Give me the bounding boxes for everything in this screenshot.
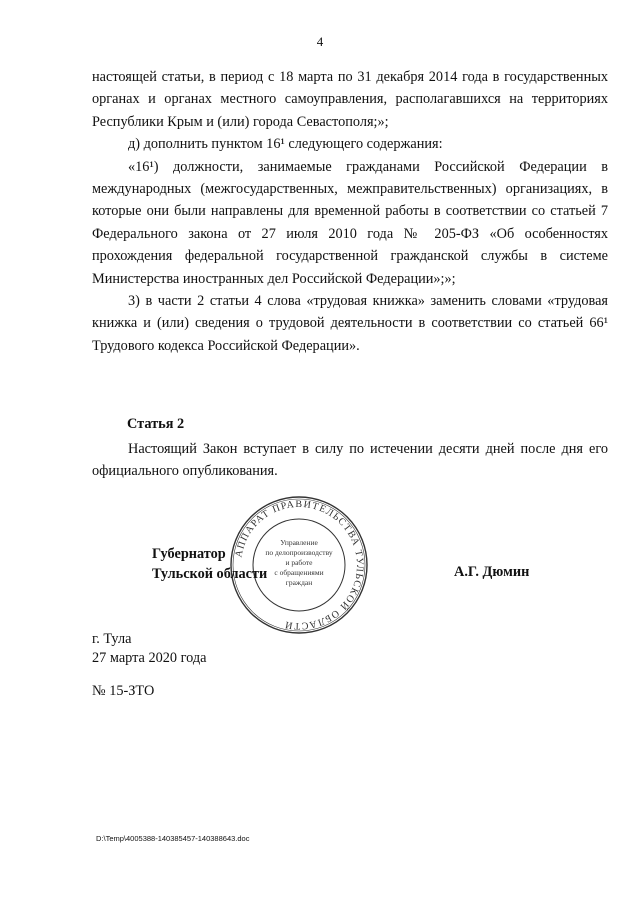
signatory-name: А.Г. Дюмин xyxy=(454,564,530,580)
paragraph-item-16-1: «16¹) должности, занимаемые гражданами Российской Федерации в международных (межгосударственных, межправительственных) организациях, в которые они были направлены для временной работы в соответствии со статьей 7 Федерального закона от 27 июля 2010 года № 205-ФЗ «Об особенностях прохождения федеральной государственной гражданской службы в системе Министерства иностранных дел Российской Федерации»;»; xyxy=(92,158,608,287)
paragraph-item-d: д) дополнить пунктом 16¹ следующего содержания: xyxy=(128,136,443,153)
seal-outer-text: АППАРАТ ПРАВИТЕЛЬСТВА ТУЛЬСКОЙ ОБЛАСТИ xyxy=(233,498,366,632)
article1-continuation xyxy=(92,66,608,357)
seal-inner-line: по делопроизводству xyxy=(265,548,333,557)
signatory-title xyxy=(152,544,267,584)
signatory-title-line1: Губернатор xyxy=(152,546,226,562)
page-number: 4 xyxy=(316,34,324,49)
article2-body xyxy=(92,438,608,483)
seal-inner-line: граждан xyxy=(285,578,313,587)
seal-inner-line: с обращениями xyxy=(274,568,324,577)
paragraph-continuation: настоящей статьи, в период с 18 марта по 31 декабря 2014 года в государственных органах и органах местного самоуправления, располагавшихся на территориях Республики Крым и (или) города Севастополя;»; xyxy=(92,69,608,130)
place-date xyxy=(92,630,207,668)
signatory-title-line2: Тульской области xyxy=(152,566,268,582)
file-path-footer: D:\Temp\4005388-140385457-140388643.doc xyxy=(96,834,250,843)
place: г. Тула xyxy=(92,631,132,647)
law-number: № 15-ЗТО xyxy=(92,683,155,699)
paragraph-item-3: 3) в части 2 статьи 4 слова «трудовая книжка» заменить словами «трудовая книжка и (или) сведения о трудовой деятельности в соответствии со статьей 66¹ Трудового кодекса Российской Федерации». xyxy=(92,293,608,354)
seal-inner-line: Управление xyxy=(280,538,318,547)
seal-inner-line: и работе xyxy=(285,558,313,567)
date: 27 марта 2020 года xyxy=(92,650,207,666)
article2-heading: Статья 2 xyxy=(127,416,185,432)
article2-text: Настоящий Закон вступает в силу по истечении десяти дней после дня его официального опубликования. xyxy=(92,441,608,480)
